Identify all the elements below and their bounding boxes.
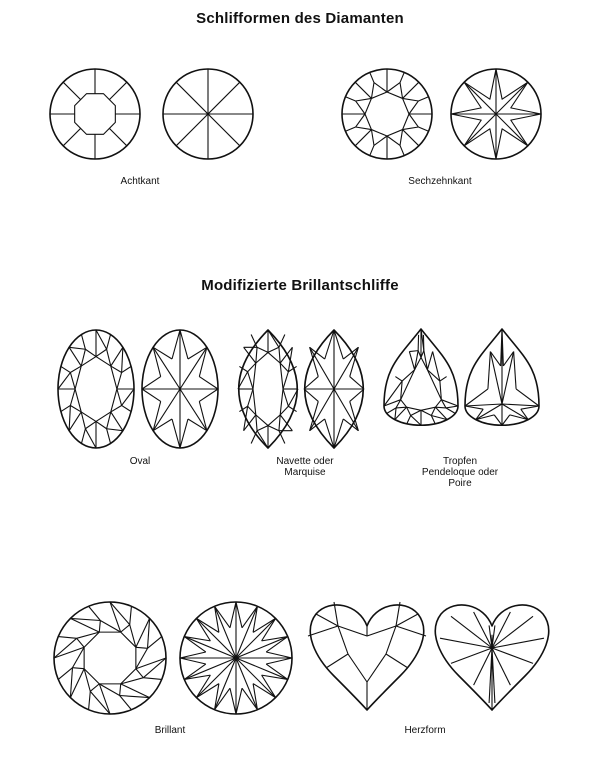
oval-cut-top-view bbox=[56, 328, 136, 450]
sixteen-cut-bottom-view bbox=[450, 68, 542, 160]
octagon-cut-bottom-view bbox=[162, 68, 254, 160]
pear-cut-top-view bbox=[381, 326, 461, 450]
section-title-modified-brilliant-cuts: Modifizierte Brillantschliffe bbox=[201, 277, 399, 294]
octagon-cut-top-view bbox=[49, 68, 141, 160]
round-brilliant-cut-top-view bbox=[52, 600, 168, 716]
marquise-cut-bottom-view bbox=[302, 328, 366, 450]
caption-tropfen-line2: Pendeloque oder bbox=[421, 467, 499, 478]
marquise-cut-top-view bbox=[236, 328, 300, 450]
caption-navette-line1: Navette oder bbox=[276, 456, 334, 467]
oval-cut-bottom-view bbox=[140, 328, 220, 450]
caption-herzform: Herzform bbox=[404, 725, 446, 736]
heart-cut-top-view bbox=[308, 596, 426, 714]
section-title-cut-shapes: Schlifformen des Diamanten bbox=[196, 10, 404, 27]
sixteen-cut-top-view bbox=[341, 68, 433, 160]
pear-cut-bottom-view bbox=[462, 326, 542, 450]
caption-sechzehnkant: Sechzehnkant bbox=[408, 176, 472, 187]
caption-achtkant: Achtkant bbox=[120, 176, 160, 187]
caption-tropfen-line3: Poire bbox=[448, 478, 472, 489]
heart-cut-bottom-view bbox=[433, 596, 551, 714]
caption-oval: Oval bbox=[129, 456, 151, 467]
caption-brillant: Brillant bbox=[154, 725, 186, 736]
caption-tropfen-line1: Tropfen bbox=[442, 456, 478, 467]
round-brilliant-cut-bottom-view bbox=[178, 600, 294, 716]
caption-navette-line2: Marquise bbox=[284, 467, 326, 478]
